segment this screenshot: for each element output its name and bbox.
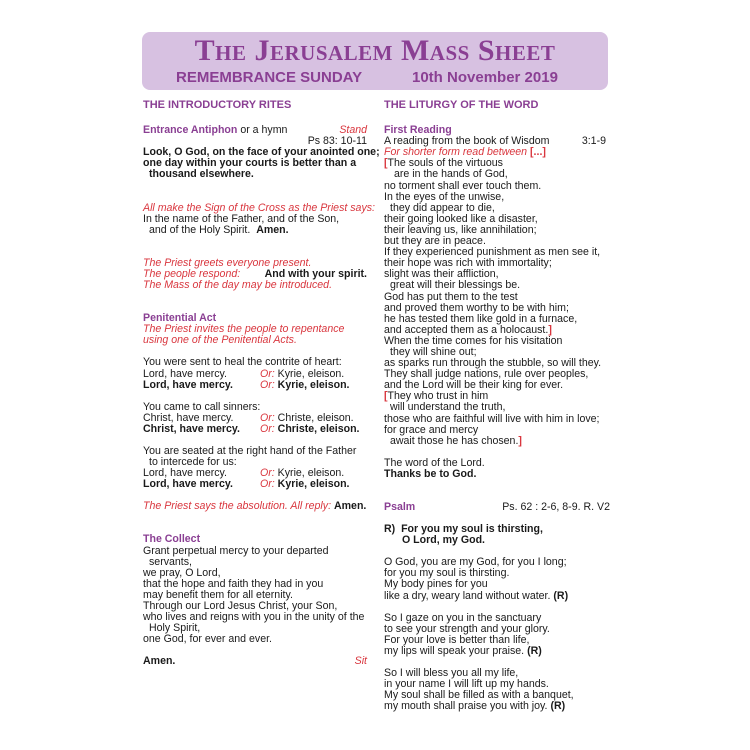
antiphon-reference: Ps 83: 10-11	[307, 135, 367, 148]
title-banner	[142, 32, 608, 90]
invocation-3: You are seated at the right hand of the Father	[143, 444, 357, 457]
mass-sheet-title: The Jerusalem Mass Sheet	[194, 34, 556, 67]
people-response-row: Lord, have mercy. Or: Kyrie, eleison.	[143, 478, 350, 491]
psalm-heading-line: Psalm Ps. 62 : 2-6, 8-9. R. V2	[384, 501, 610, 513]
collect-line: who lives and reigns with you in the unity of the	[143, 611, 365, 624]
priest-response-row: Lord, have mercy. Or: Kyrie, eleison.	[143, 367, 345, 380]
introduction-rubric: The Mass of the day may be introduced.	[143, 279, 333, 292]
penitential-rubric: using one of the Penitential Acts.	[143, 334, 297, 347]
reading-line: await those he has chosen.]	[390, 434, 522, 447]
reading-line: for grace and mercy	[384, 423, 479, 436]
sign-of-cross-line: and of the Holy Spirit. Amen.	[149, 223, 289, 236]
reading-line: their leaving us, like annihilation;	[384, 223, 537, 236]
invocation-2: You came to call sinners:	[143, 400, 261, 413]
reading-line: they will shine out;	[390, 345, 477, 358]
entrance-antiphon-heading: Entrance Antiphon or a hymn Stand	[143, 124, 367, 137]
reading-line: but they are in peace.	[384, 235, 486, 248]
reading-line: God has put them to the test	[384, 290, 518, 303]
section-title-liturgy-of-the-word: THE LITURGY OF THE WORD	[384, 99, 539, 111]
collect-line: that the hope and faith they had in you	[143, 577, 324, 590]
reading-line: When the time comes for his visitation	[384, 334, 563, 347]
collect-amen-line: Amen. Sit	[143, 655, 367, 668]
reading-line: In the eyes of the unwise,	[384, 190, 505, 203]
sign-of-cross-rubric: All make the Sign of the Cross as the Priest says:	[143, 201, 375, 214]
collect-line: one God, for ever and ever.	[143, 633, 272, 646]
psalm-verse: my lips will speak your praise. (R)	[384, 644, 542, 657]
word-of-the-lord: The word of the Lord.	[384, 456, 485, 469]
reading-line: will understand the truth,	[390, 401, 506, 414]
reading-line: are in the hands of God,	[394, 168, 508, 181]
greeting-rubric: The Priest greets everyone present.	[143, 256, 312, 269]
priest-response-row: Lord, have mercy. Or: Kyrie, eleison.	[143, 467, 345, 480]
psalm-verse: my mouth shall praise you with joy. (R)	[384, 700, 566, 713]
psalm-verse: My body pines for you	[384, 578, 488, 591]
reading-line: as sparks run through the stubble, so will they.	[384, 357, 602, 370]
response-line: The people respond: And with your spirit.	[143, 267, 367, 280]
collect-line: we pray, O Lord,	[143, 566, 221, 579]
reading-line: and proved them worthy to be with him;	[384, 301, 569, 314]
reading-line: and the Lord will be their king for ever.	[384, 379, 564, 392]
posture-sit: Sit	[354, 655, 367, 668]
collect-line: Grant perpetual mercy to your departed	[143, 544, 329, 557]
penitential-rubric: The Priest invites the people to repentance	[143, 323, 345, 336]
psalm-verse: like a dry, weary land without water. (R)	[384, 589, 569, 602]
reading-line: their going looked like a disaster,	[384, 212, 538, 225]
reading-line: great will their blessings be.	[390, 279, 521, 292]
psalm-verse: For your love is better than life,	[384, 633, 530, 646]
posture-stand: Stand	[339, 124, 367, 137]
reading-line: and accepted them as a holocaust.]	[384, 323, 552, 336]
psalm-verse: So I gaze on you in the sanctuary	[384, 611, 542, 624]
occasion-label: REMEMBRANCE SUNDAY	[176, 69, 363, 86]
absolution-line: The Priest says the absolution. All reply: Amen.	[143, 500, 367, 513]
people-response-row: Christ, have mercy. Or: Christe, eleison.	[143, 422, 360, 435]
psalm-verse: to see your strength and your glory.	[384, 622, 550, 635]
first-reading-heading: First Reading	[384, 124, 452, 137]
reading-source-line: A reading from the book of Wisdom 3:1-9	[384, 135, 606, 148]
reading-line: their hope was rich with immortality;	[384, 257, 552, 270]
reading-line: They shall judge nations, rule over peoples,	[384, 368, 589, 381]
liturgy-of-the-word-column	[384, 100, 610, 712]
psalm-response: R) For you my soul is thirsting,	[384, 523, 543, 536]
collect-line: Through our Lord Jesus Christ, your Son,	[143, 600, 338, 612]
reading-line: [The souls of the virtuous	[384, 157, 503, 170]
reading-line: [They who trust in him	[384, 390, 489, 403]
sign-of-cross-line: In the name of the Father, and of the Son,	[143, 212, 340, 225]
collect-line: servants,	[149, 555, 192, 568]
antiphon-line: one day within your courts is better than a	[143, 157, 357, 170]
psalm-verse: So I will bless you all my life,	[384, 667, 519, 680]
section-title-introductory-rites: THE INTRODUCTORY RITES	[143, 99, 292, 111]
psalm-verse: for you my soul is thirsting.	[384, 567, 510, 580]
invocation-1: You were sent to heal the contrite of heart:	[143, 356, 342, 369]
antiphon-line: Look, O God, on the face of your anointed one;	[143, 146, 380, 159]
shorter-form-rubric: For shorter form read between [...]	[384, 146, 546, 159]
antiphon-line: thousand elsewhere.	[149, 168, 254, 181]
reading-line: those who are faithful will live with him in love;	[384, 412, 600, 425]
reading-line: they did appear to die,	[390, 201, 495, 214]
psalm-verse: in your name I will lift up my hands.	[384, 678, 549, 691]
collect-line: may benefit them for all eternity.	[143, 588, 293, 601]
psalm-response: O Lord, my God.	[402, 534, 485, 547]
psalm-verse: My soul shall be filled as with a banquet,	[384, 689, 574, 702]
reading-line: slight was their affliction,	[384, 268, 499, 281]
collect-line: Holy Spirit,	[149, 622, 201, 635]
thanks-be-to-god: Thanks be to God.	[384, 467, 477, 480]
reading-line: he has tested them like gold in a furnace,	[384, 312, 578, 325]
reading-line: If they experienced punishment as men see it,	[384, 246, 601, 259]
collect-heading: The Collect	[143, 533, 201, 546]
date-label: 10th November 2019	[412, 69, 558, 86]
introductory-rites-column	[143, 99, 380, 668]
invocation-3: to intercede for us:	[149, 456, 237, 469]
psalm-verse: O God, you are my God, for you I long;	[384, 556, 567, 569]
penitential-act-heading: Penitential Act	[143, 312, 217, 325]
people-response-row: Lord, have mercy. Or: Kyrie, eleison.	[143, 378, 350, 391]
priest-response-row: Christ, have mercy. Or: Christe, eleison.	[143, 411, 354, 424]
reading-line: no torment shall ever touch them.	[384, 179, 542, 192]
